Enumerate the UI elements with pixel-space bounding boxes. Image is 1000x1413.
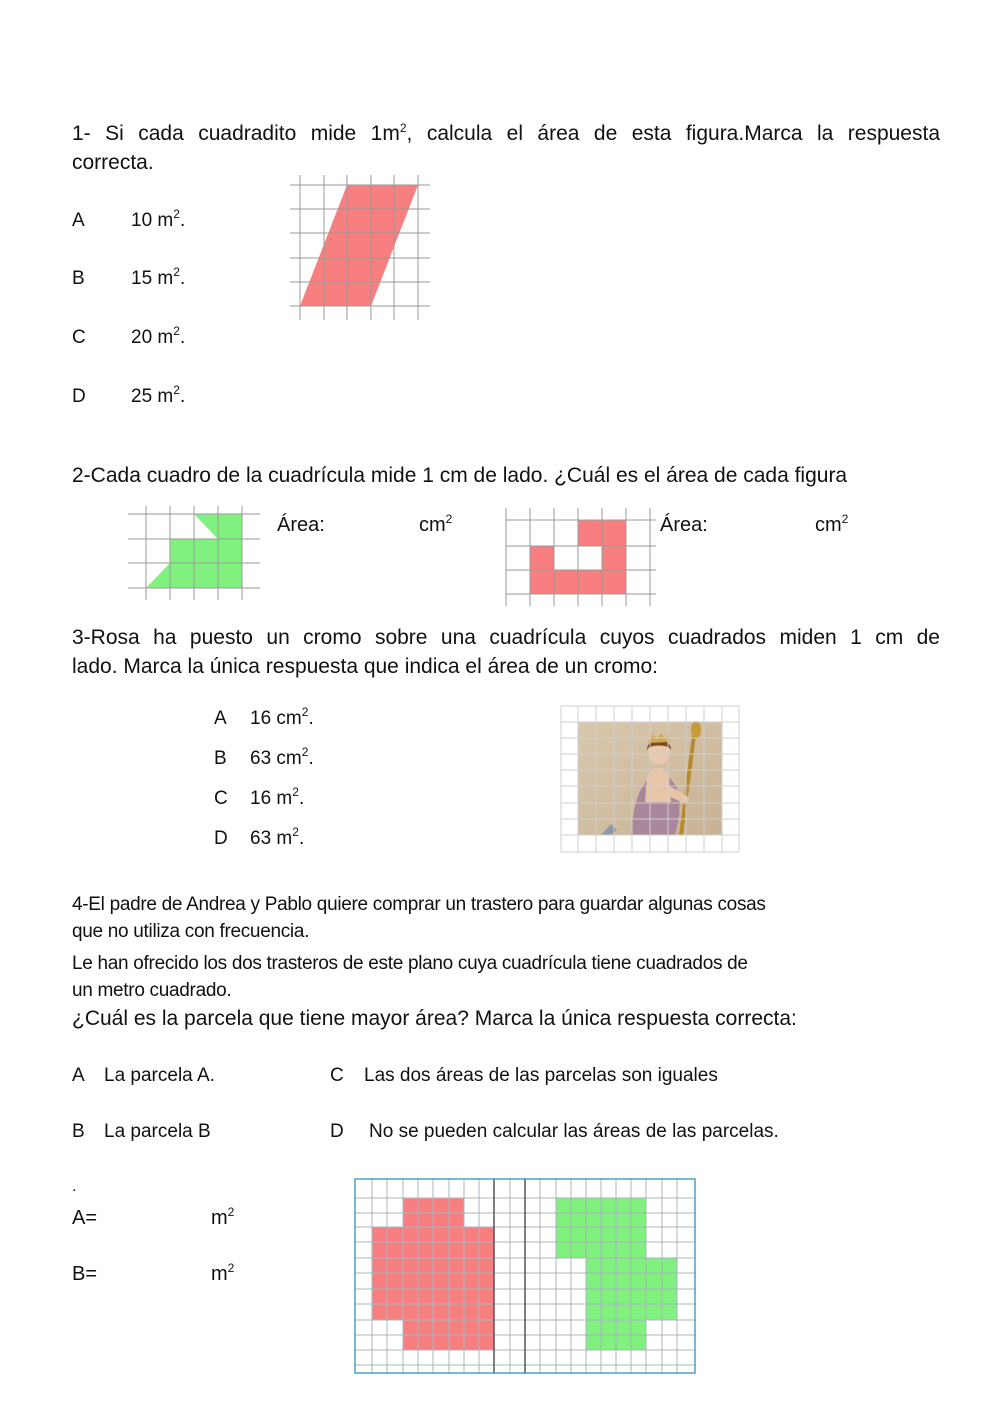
q4-option-letter: A [72,1065,85,1086]
q1-option-sup: 2 [173,383,180,397]
q1-option-letter: C [72,327,86,348]
q4-answer-unit-sup: 2 [227,1205,235,1219]
q1-text-sup: 2 [399,121,407,135]
q3-option-d[interactable] [214,825,305,850]
q4-plan [354,1178,696,1374]
q3-option-b[interactable] [214,745,314,770]
q2-unit-2 [815,514,848,537]
q3-option-a[interactable] [214,705,314,730]
q3-option-letter: B [214,748,227,769]
q4-dot: . [72,1178,77,1195]
q4-answer-unit: m [211,1207,228,1229]
q1-statement-line2: correcta. [72,151,154,174]
q1-option-end: . [179,327,186,348]
q4-option-text: Las dos áreas de las parcelas son iguales [364,1065,718,1086]
q1-option-end: . [179,210,186,231]
q4-answer-a-label: A= [72,1207,98,1229]
q1-option-sup: 2 [173,324,180,338]
q4-line-4: un metro cuadrado. [72,980,232,1001]
q2-figure-1 [128,506,260,600]
q1-text-prefix: 1- Si cada cuadradito mide 1m [72,122,400,145]
q4-answer-a [72,1207,97,1230]
q4-answer-unit: m [211,1263,228,1285]
q2-statement: 2-Cada cuadro de la cuadrícula mide 1 cm de lado. ¿Cuál es el área de cada figura [72,464,848,487]
q1-option-end: . [179,268,186,289]
q1-option-a[interactable] [72,207,186,232]
q4-line-3: Le han ofrecido los dos trasteros de este plano cuya cuadrícula tiene cuadrados de [72,953,748,974]
q1-option-d[interactable] [72,383,186,408]
q3-option-end: . [308,708,314,729]
q3-option-value: 16 m [250,788,293,809]
q2-area-text: Área: [660,514,708,536]
q3-line-1: 3-Rosa ha puesto un cromo sobre una cuadrícula cuyos cuadrados miden 1 cm de [72,626,940,649]
q4-option-text: No se pueden calcular las áreas de las parcelas. [369,1121,779,1142]
q4-answer-b [72,1263,97,1286]
q4-answer-a-unit [211,1207,234,1230]
q1-option-b[interactable] [72,265,186,290]
q2-unit-text: cm [815,514,842,536]
q3-option-end: . [298,828,305,849]
q1-parallelogram [300,185,418,306]
q3-option-sup: 2 [301,745,309,759]
q4-option-b[interactable] [72,1121,211,1143]
q4-option-letter: C [330,1065,344,1086]
q4-line-2: que no utiliza con frecuencia. [72,921,310,942]
q2-area-label-2 [660,514,708,537]
q2-area-label-1 [277,514,325,537]
q2-area-text: Área: [277,514,325,536]
q3-option-letter: D [214,828,228,849]
q3-line-2: lado. Marca la única respuesta que indica el área de un cromo: [72,655,659,678]
q3-option-letter: C [214,788,228,809]
q1-option-letter: B [72,268,85,289]
q3-option-value: 63 cm [250,748,302,769]
q1-option-letter: A [72,210,85,231]
q1-option-end: . [179,386,186,407]
q1-option-sup: 2 [173,207,180,221]
q4-line-1: 4-El padre de Andrea y Pablo quiere comprar un trastero para guardar algunas cosas [72,894,766,915]
q3-option-c[interactable] [214,785,305,810]
q4-option-a[interactable] [72,1065,215,1087]
q4-option-text: La parcela B [104,1121,211,1142]
q1-option-value: 20 m [131,327,174,348]
q1-option-value: 15 m [131,268,174,289]
q2-unit-sup: 2 [445,512,453,526]
q2-unit-sup: 2 [841,512,849,526]
q2-unit-text: cm [419,514,446,536]
q4-option-text: La parcela A. [104,1065,215,1086]
q3-option-letter: A [214,708,227,729]
q4-answer-unit-sup: 2 [227,1261,235,1275]
q3-option-end: . [308,748,314,769]
q1-option-sup: 2 [173,265,180,279]
q2-unit-1 [419,514,452,537]
q1-option-letter: D [72,386,86,407]
q4-answer-b-unit [211,1263,234,1286]
q4-option-d[interactable] [330,1121,779,1143]
q3-statement [72,623,940,681]
q3-option-sup: 2 [301,705,309,719]
q4-option-c[interactable] [330,1065,718,1087]
q3-option-value: 16 cm [250,708,302,729]
q3-cromo-grid [561,706,739,852]
q4-answer-b-label: B= [72,1263,98,1285]
q4-option-letter: B [72,1121,85,1142]
q4-option-letter: D [330,1121,344,1142]
q1-statement [72,119,940,148]
q1-text-suffix: , calcula el área de esta figura.Marca la respuesta [406,122,940,145]
q3-option-value: 63 m [250,828,293,849]
q1-option-c[interactable] [72,324,186,349]
q4-question: ¿Cuál es la parcela que tiene mayor área? Marca la única respuesta correcta: [72,1007,797,1030]
q1-option-value: 10 m [131,210,174,231]
q1-option-value: 25 m [131,386,174,407]
q3-option-end: . [298,788,305,809]
q1-grid-figure [290,175,430,320]
q3-option-sup: 2 [292,825,299,839]
q2-figure-2 [506,508,656,606]
q3-option-sup: 2 [292,785,299,799]
